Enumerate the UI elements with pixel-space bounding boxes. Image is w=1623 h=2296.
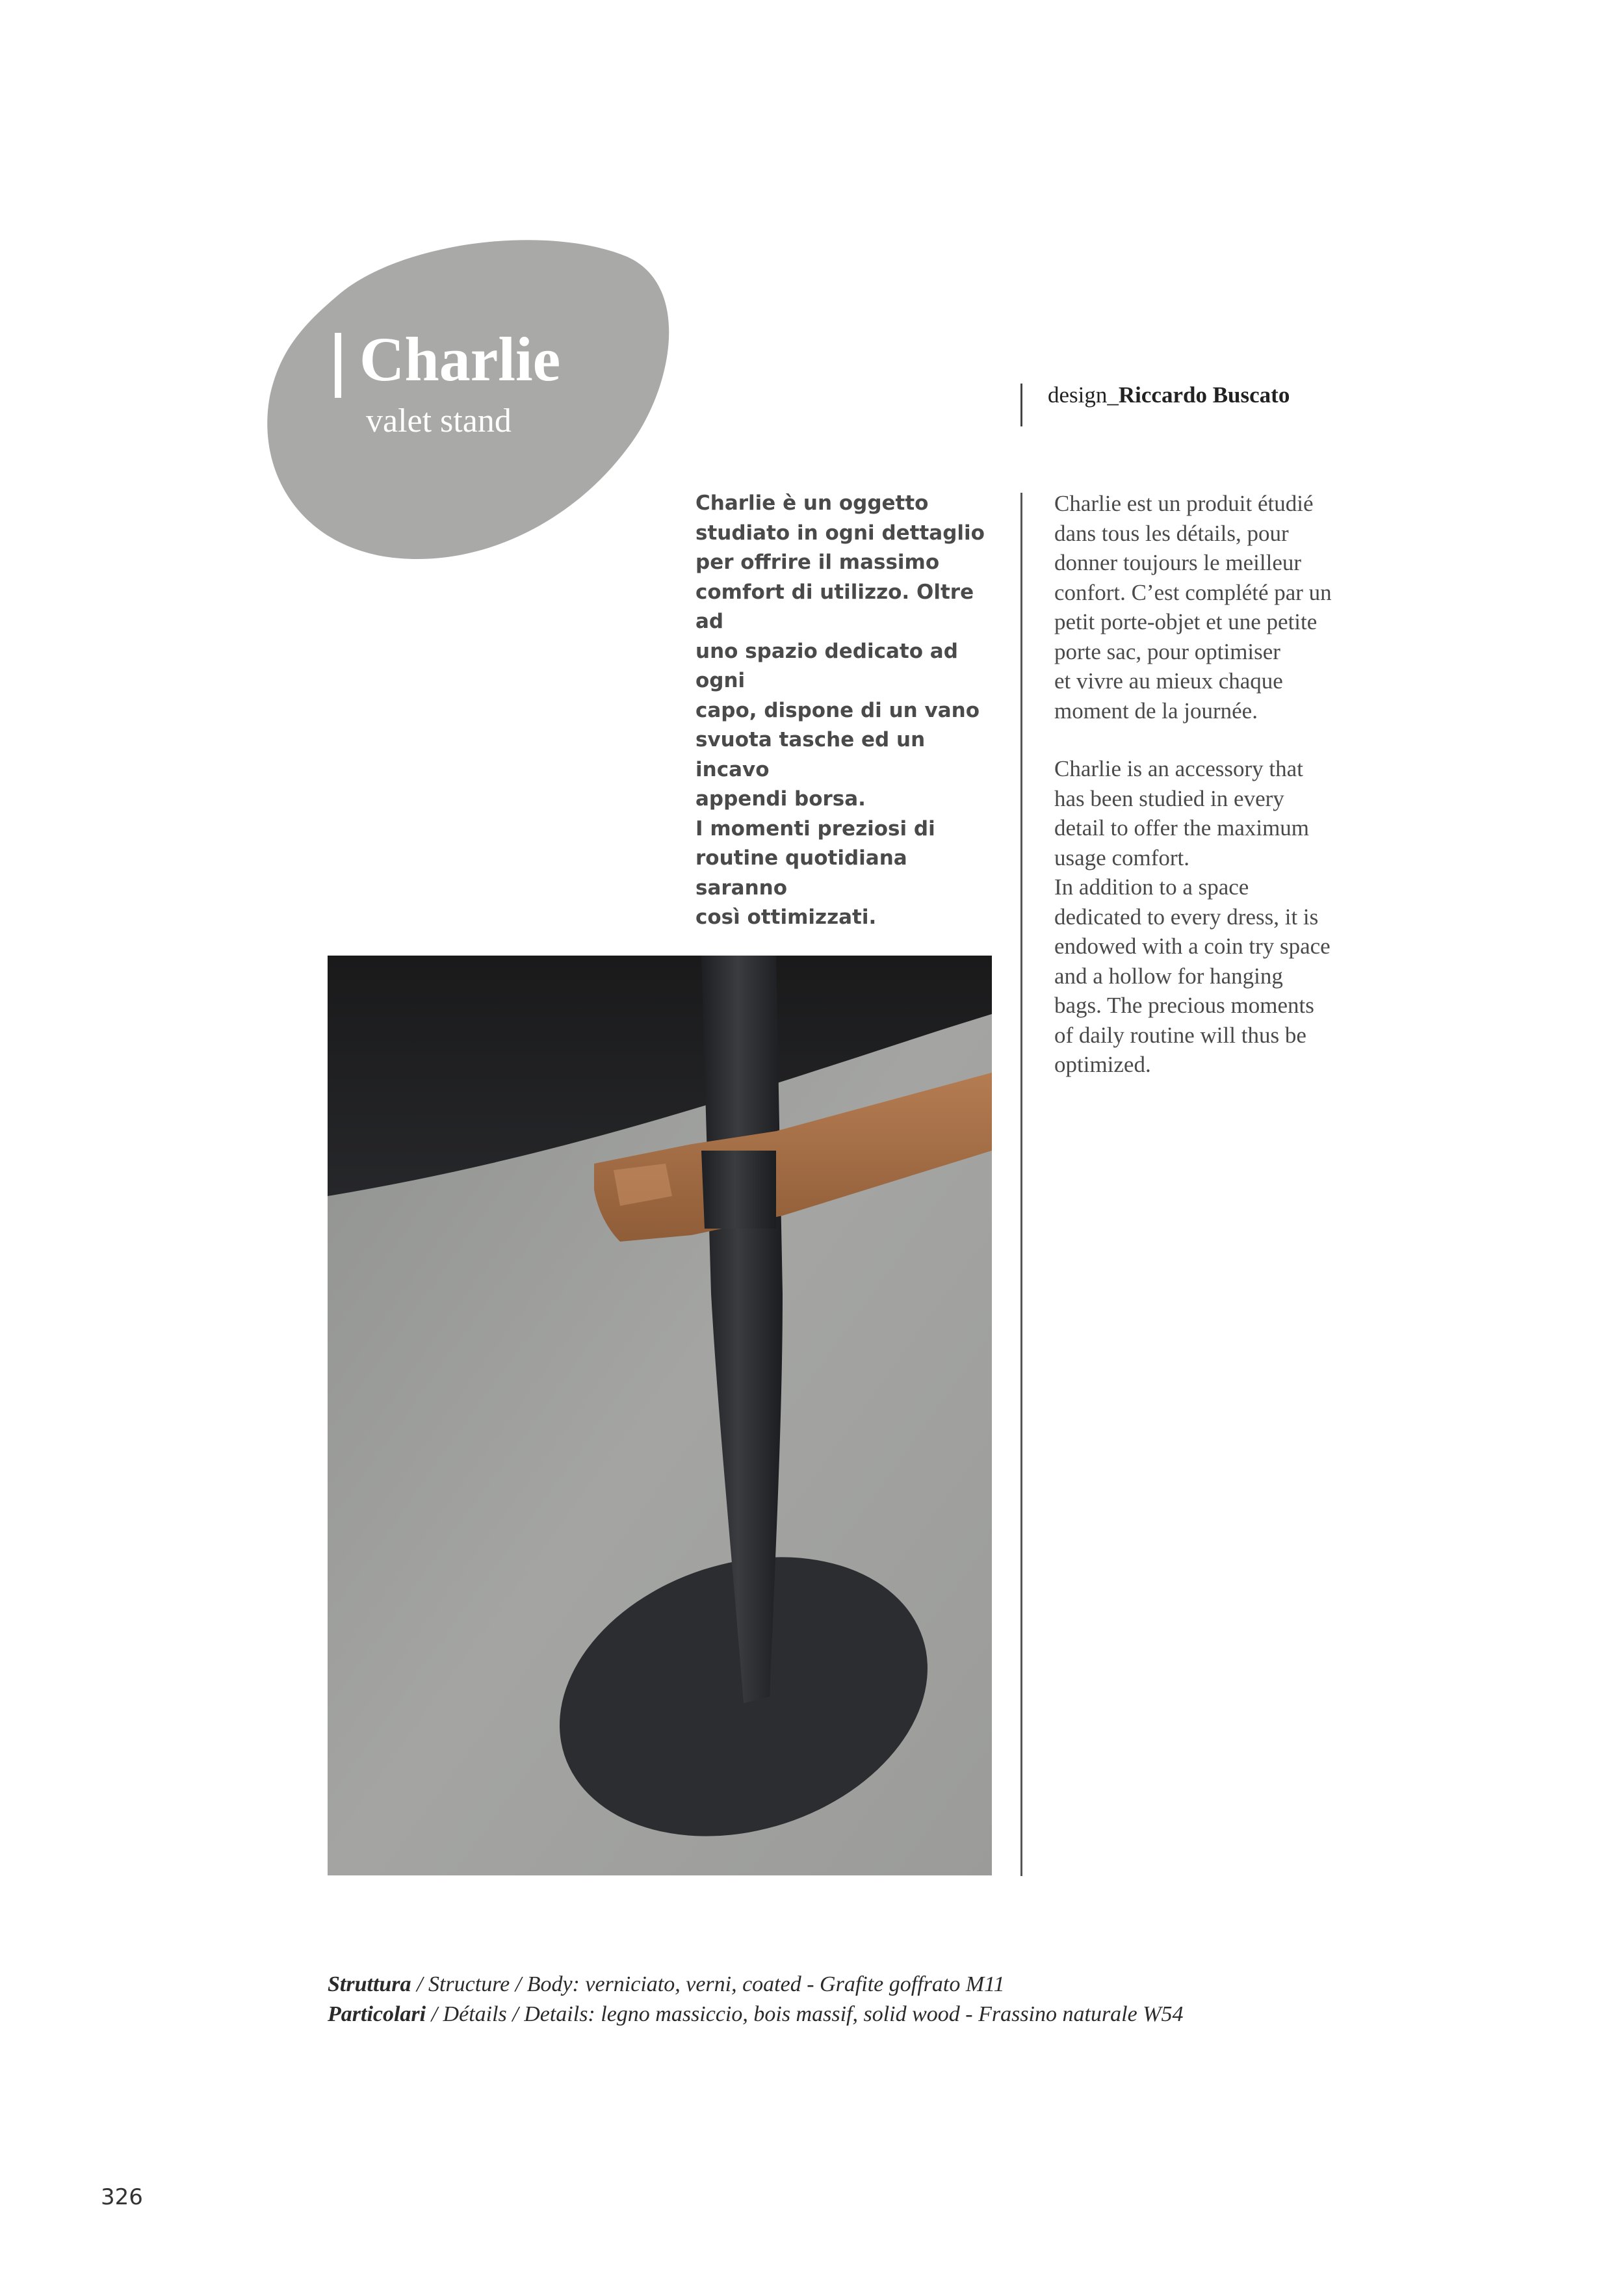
fr-line: porte sac, pour optimiser bbox=[1054, 638, 1280, 664]
it-line: I momenti preziosi di bbox=[695, 816, 935, 841]
design-prefix: design_ bbox=[1048, 382, 1119, 408]
it-line: studiato in ogni dettaglio bbox=[695, 521, 985, 545]
it-line: routine quotidiana saranno bbox=[695, 846, 907, 900]
fr-line: donner toujours le meilleur bbox=[1054, 550, 1302, 575]
page-number: 326 bbox=[101, 2184, 143, 2210]
spec-structure-value: / Structure / Body: verniciato, verni, coated - Grafite goffrato M11 bbox=[411, 1972, 1005, 1996]
spec-structure bbox=[328, 1970, 1184, 2000]
en-line: usage comfort. bbox=[1054, 844, 1189, 870]
designer-credit bbox=[1048, 382, 1290, 408]
title-divider-bar bbox=[335, 333, 341, 398]
it-line: svuota tasche ed un incavo bbox=[695, 728, 926, 781]
it-line: appendi borsa. bbox=[695, 787, 866, 811]
en-line: detail to offer the maximum bbox=[1054, 815, 1310, 841]
en-line: bags. The precious moments bbox=[1054, 993, 1314, 1018]
english-description bbox=[1054, 754, 1366, 1080]
en-line: endowed with a coin try space bbox=[1054, 933, 1331, 959]
fr-line: moment de la journée. bbox=[1054, 698, 1258, 724]
designer-name: Riccardo Buscato bbox=[1118, 382, 1290, 408]
french-description bbox=[1054, 489, 1366, 725]
product-specs bbox=[328, 1970, 1184, 2029]
en-line: and a hollow for hanging bbox=[1054, 963, 1283, 989]
en-line: of daily routine will thus be bbox=[1054, 1022, 1306, 1048]
it-line: così ottimizzati. bbox=[695, 906, 877, 929]
spec-structure-label: Struttura bbox=[328, 1972, 411, 1996]
spec-details bbox=[328, 2000, 1184, 2029]
fr-line: petit porte-objet et une petite bbox=[1054, 609, 1318, 634]
italian-description bbox=[695, 489, 1001, 933]
en-line: In addition to a space bbox=[1054, 874, 1249, 900]
it-line: uno spazio dedicato ad ogni bbox=[695, 639, 958, 692]
title-blob-shape bbox=[263, 234, 686, 566]
fr-line: dans tous les détails, pour bbox=[1054, 520, 1289, 546]
fr-line: Charlie est un produit étudié bbox=[1054, 491, 1314, 516]
product-photo bbox=[328, 956, 992, 1875]
en-line: dedicated to every dress, it is bbox=[1054, 904, 1319, 930]
it-line: comfort di utilizzo. Oltre ad bbox=[695, 580, 974, 633]
column-divider bbox=[1020, 493, 1022, 1876]
product-subtitle: valet stand bbox=[366, 402, 512, 439]
it-line: Charlie è un oggetto bbox=[695, 491, 929, 515]
product-title: Charlie bbox=[359, 324, 561, 394]
spec-details-value: / Détails / Details: legno massiccio, bois massif, solid wood - Frassino naturale W54 bbox=[426, 2002, 1184, 2026]
en-line: has been studied in every bbox=[1054, 785, 1284, 811]
fr-line: et vivre au mieux chaque bbox=[1054, 668, 1283, 694]
design-divider bbox=[1020, 384, 1022, 426]
en-line: optimized. bbox=[1054, 1052, 1151, 1077]
en-line: Charlie is an accessory that bbox=[1054, 756, 1303, 781]
it-line: per offrire il massimo bbox=[695, 551, 940, 574]
spec-details-label: Particolari bbox=[328, 2002, 426, 2026]
fr-line: confort. C’est complété par un bbox=[1054, 579, 1332, 605]
it-line: capo, dispone di un vano bbox=[695, 698, 980, 722]
